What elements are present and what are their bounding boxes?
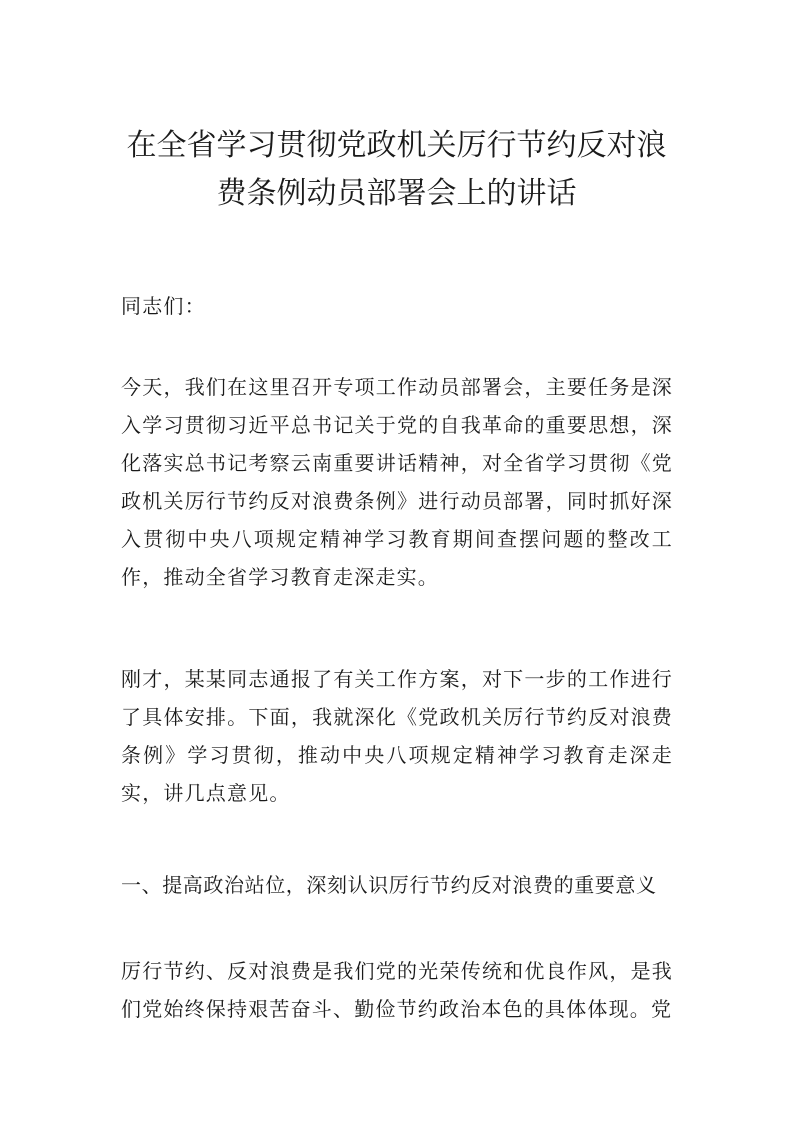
paragraph-intro: 今天，我们在这里召开专项工作动员部署会，主要任务是深入学习贯彻习近平总书记关于党的自我革命的重要思想，深化落实总书记考察云南重要讲话精神，对全省学习贯彻《党政机关厉行节约反对浪费条例》进行动员部署，同时抓好深入贯彻中央八项规定精神学习教育期间查摆问题的整改工作，推动全省学习教育走深走实。 [121, 375, 673, 589]
document-title-line1: 在全省学习贯彻党政机关厉行节约反对浪 [126, 128, 667, 163]
section-heading-1: 一、提高政治站位，深刻认识厉行节约反对浪费的重要意义 [121, 873, 657, 897]
paragraph-outline: 刚才，某某同志通报了有关工作方案，对下一步的工作进行了具体安排。下面，我就深化《党政机关厉行节约反对浪费条例》学习贯彻，推动中央八项规定精神学习教育走深走实，讲几点意见。 [121, 667, 673, 805]
salutation: 同志们： [121, 294, 206, 318]
paragraph-section1: 厉行节约、反对浪费是我们党的光荣传统和优良作风，是我们党始终保持艰苦奋斗、勤俭节约政治本色的具体体现。党 [121, 959, 673, 1021]
document-title-line2: 费条例动员部署会上的讲话 [216, 176, 577, 211]
